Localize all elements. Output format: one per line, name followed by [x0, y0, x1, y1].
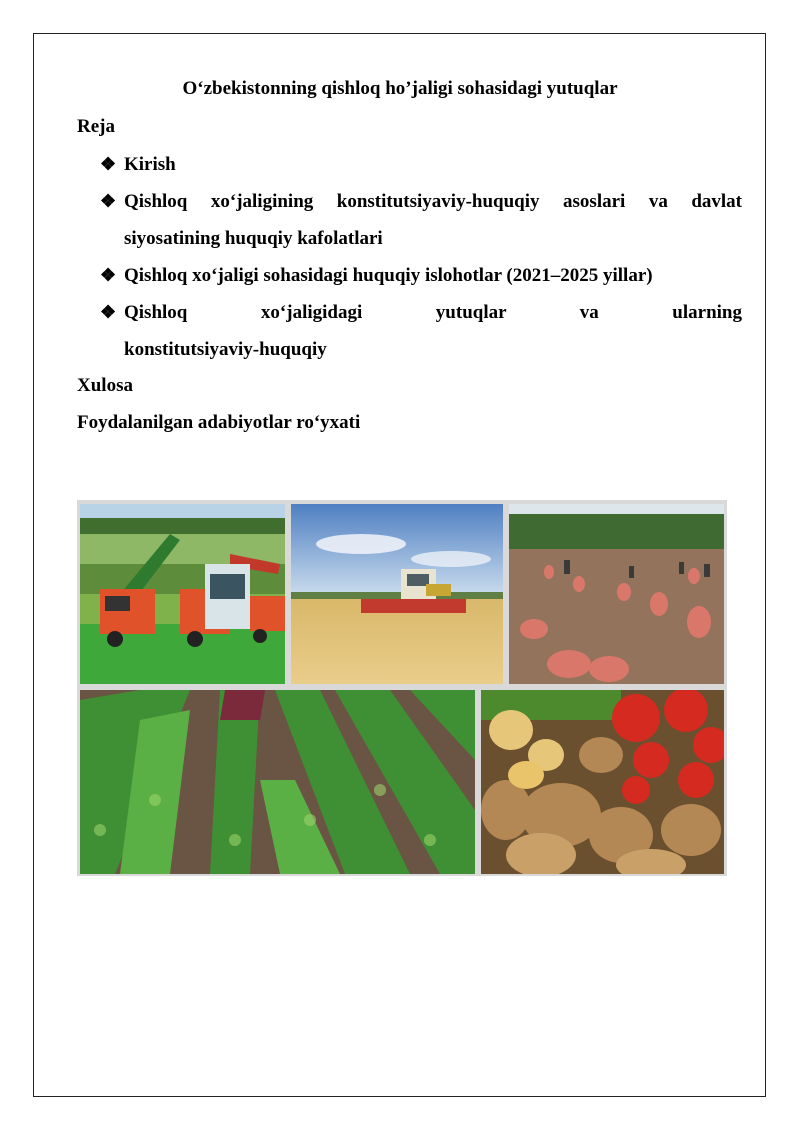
- wheat-combine-photo: [291, 504, 503, 684]
- harvester-trucks-photo: [80, 504, 285, 684]
- plan-item-text: Kirish: [124, 154, 176, 175]
- document-title: O‘zbekistonning qishloq ho’jaligi sohasidagi yutuqlar: [182, 78, 618, 99]
- conclusion-heading: Xulosa: [77, 375, 133, 396]
- diamond-bullet-icon: ❖: [100, 302, 117, 322]
- plan-item-text: Qishloq xo‘jaligidagi yutuqlar va ularning konstitutsiyaviy-huquqiy: [124, 302, 742, 360]
- plan-heading: Reja: [77, 116, 115, 137]
- diamond-bullet-icon: ❖: [100, 265, 117, 285]
- plan-item-constitutional-basis: [100, 189, 742, 257]
- lettuce-rows-photo: [80, 690, 475, 874]
- potato-field-photo: [509, 504, 724, 684]
- plan-item-text: Qishloq xo‘jaligi sohasidagi huquqiy islohotlar (2021–2025 yillar): [124, 265, 653, 286]
- references-heading: Foydalanilgan adabiyotlar ro‘yxati: [77, 412, 361, 433]
- agriculture-photo-collage: [77, 500, 727, 876]
- plan-item-legal-reforms: [100, 263, 742, 294]
- plan-item-text: Qishloq xo‘jaligining konstitutsiyaviy-huquqiy asoslari va davlat siyosatining huquqiy kafolatlari: [124, 191, 742, 249]
- diamond-bullet-icon: ❖: [100, 191, 117, 211]
- vegetables-photo: [481, 690, 724, 874]
- diamond-bullet-icon: ❖: [100, 154, 117, 174]
- plan-item-achievements: [100, 300, 742, 368]
- plan-item-intro: [100, 152, 742, 183]
